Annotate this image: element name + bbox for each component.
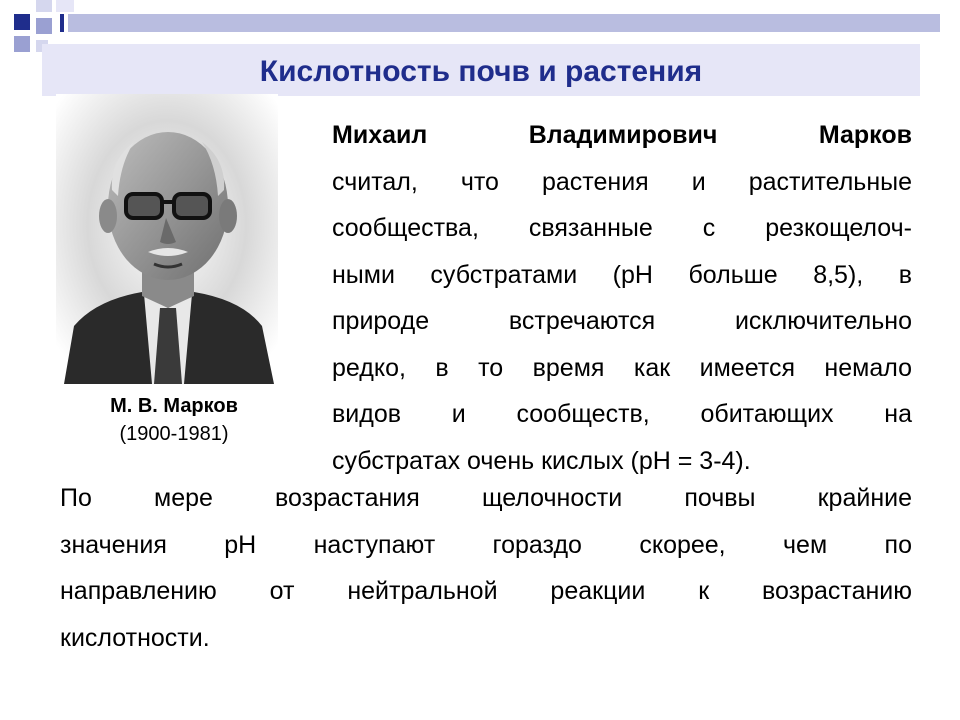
portrait-caption-dates: (1900-1981) — [119, 423, 229, 445]
title-accent-line — [60, 14, 940, 32]
quote-line: природе встречаются исключительно — [332, 307, 912, 335]
slide-title: Кислотность почв и растения — [259, 55, 703, 88]
body-line: По мере возрастания щелочности почвы крайние — [60, 484, 912, 512]
portrait-caption — [56, 392, 292, 448]
quote-line: ными субстратами (рН больше 8,5), в — [332, 260, 912, 289]
body-paragraph — [60, 475, 912, 661]
portrait-caption-name: М. В. Марков — [110, 395, 238, 417]
quote-line: видов и сообществ, обитающих на — [332, 400, 912, 428]
quote-line: редко, в то время как имеется немало — [332, 353, 912, 382]
portrait-photo — [56, 94, 278, 384]
quote-line: субстратах очень кислых (рН = 3-4). — [332, 446, 751, 475]
corner-square — [56, 0, 74, 12]
body-line: направлению от нейтральной реакции к возрастанию — [60, 577, 912, 605]
body-line: кислотности. — [60, 623, 210, 652]
quote-line: сообщества, связанные с резкощелоч- — [332, 214, 912, 242]
corner-square — [36, 18, 52, 34]
corner-square — [36, 0, 52, 12]
quote-paragraph — [332, 112, 912, 484]
body-line: значения рН наступают гораздо скорее, чем по — [60, 530, 912, 559]
corner-square — [14, 36, 30, 52]
corner-square — [14, 14, 30, 30]
quote-author-name: Михаил Владимирович Марков — [332, 121, 912, 149]
quote-line: считал, что растения и растительные — [332, 167, 912, 196]
